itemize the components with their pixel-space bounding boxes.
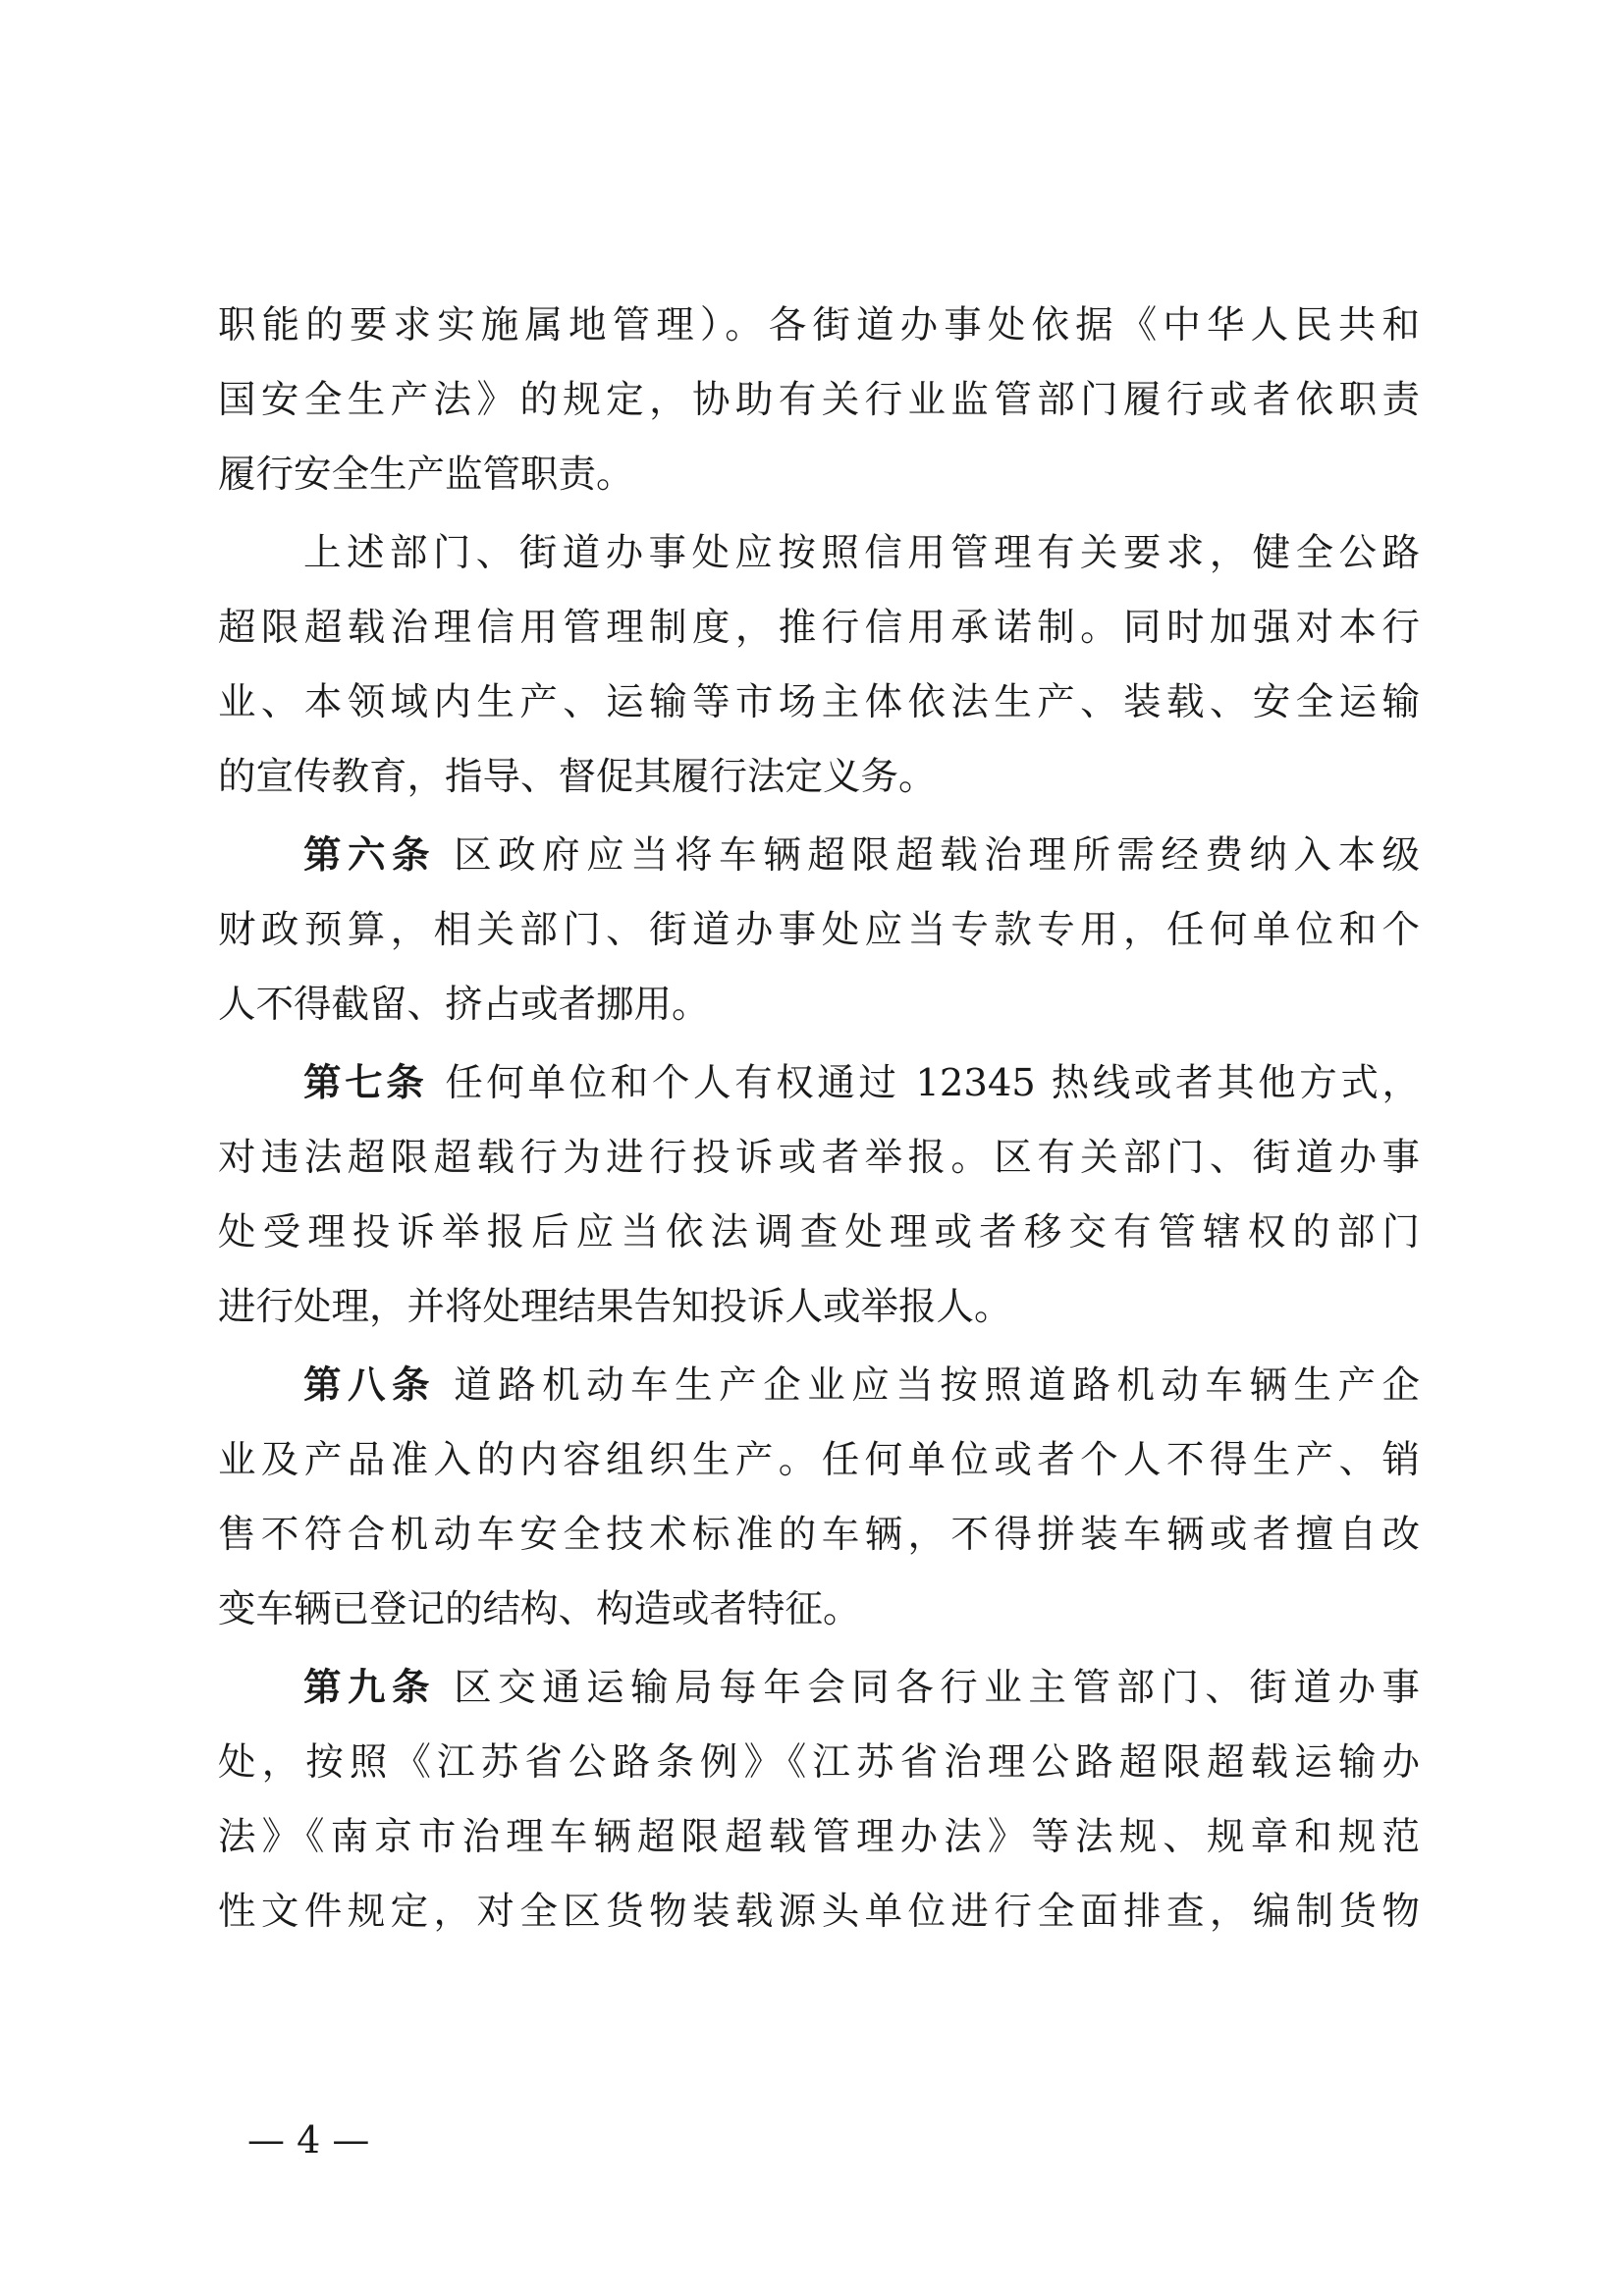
text-line: 法》《南京市治理车辆超限超载管理办法》等法规、规章和规范	[218, 1815, 1420, 1859]
article-9-heading: 第九条	[303, 1666, 437, 1710]
article-8-first-line	[303, 1351, 1420, 1421]
text-line: 进行处理，并将处理结果告知投诉人或举报人。	[218, 1285, 1012, 1329]
text-line: 业、本领域内生产、运输等市场主体依法生产、装载、安全运输	[218, 680, 1420, 724]
text-line: 国安全生产法》的规定，协助有关行业监管部门履行或者依职责	[218, 378, 1420, 422]
article-6-heading: 第六条	[303, 833, 437, 878]
article-7-text: 任何单位和个人有权通过 12345 热线或者其他方式，	[445, 1061, 1420, 1105]
text-line: 性文件规定，对全区货物装载源头单位进行全面排查，编制货物	[218, 1890, 1420, 1934]
article-7-first-line	[303, 1048, 1420, 1119]
text-line: 变车辆已登记的结构、构造或者特征。	[218, 1587, 861, 1631]
article-7-heading: 第七条	[303, 1061, 428, 1105]
page-number: — 4 —	[247, 2118, 370, 2162]
text-line: 职能的要求实施属地管理）。各街道办事处依据《中华人民共和	[218, 303, 1420, 347]
text-line: 业及产品准入的内容组织生产。任何单位或者个人不得生产、销	[218, 1438, 1420, 1482]
text-line: 处，按照《江苏省公路条例》《江苏省治理公路超限超载运输办	[218, 1740, 1420, 1785]
article-8-text: 道路机动车生产企业应当按照道路机动车辆生产企	[454, 1363, 1420, 1408]
article-9-first-line	[303, 1653, 1420, 1724]
text-line: 对违法超限超载行为进行投诉或者举报。区有关部门、街道办事	[218, 1136, 1420, 1180]
text-line: 处受理投诉举报后应当依法调查处理或者移交有管辖权的部门	[218, 1210, 1420, 1255]
text-line: 超限超载治理信用管理制度，推行信用承诺制。同时加强对本行	[218, 606, 1420, 650]
article-6-text: 区政府应当将车辆超限超载治理所需经费纳入本级	[454, 833, 1420, 878]
text-line: 财政预算，相关部门、街道办事处应当专款专用，任何单位和个	[218, 908, 1420, 952]
text-line: 上述部门、街道办事处应按照信用管理有关要求，健全公路	[303, 531, 1420, 575]
text-line: 履行安全生产监管职责。	[218, 453, 634, 497]
text-line: 的宣传教育，指导、督促其履行法定义务。	[218, 755, 937, 799]
article-8-heading: 第八条	[303, 1363, 437, 1408]
article-9-text: 区交通运输局每年会同各行业主管部门、街道办事	[454, 1666, 1420, 1710]
text-line: 售不符合机动车安全技术标准的车辆，不得拼装车辆或者擅自改	[218, 1513, 1420, 1557]
article-6-first-line	[303, 821, 1420, 891]
text-line: 人不得截留、挤占或者挪用。	[218, 983, 710, 1027]
